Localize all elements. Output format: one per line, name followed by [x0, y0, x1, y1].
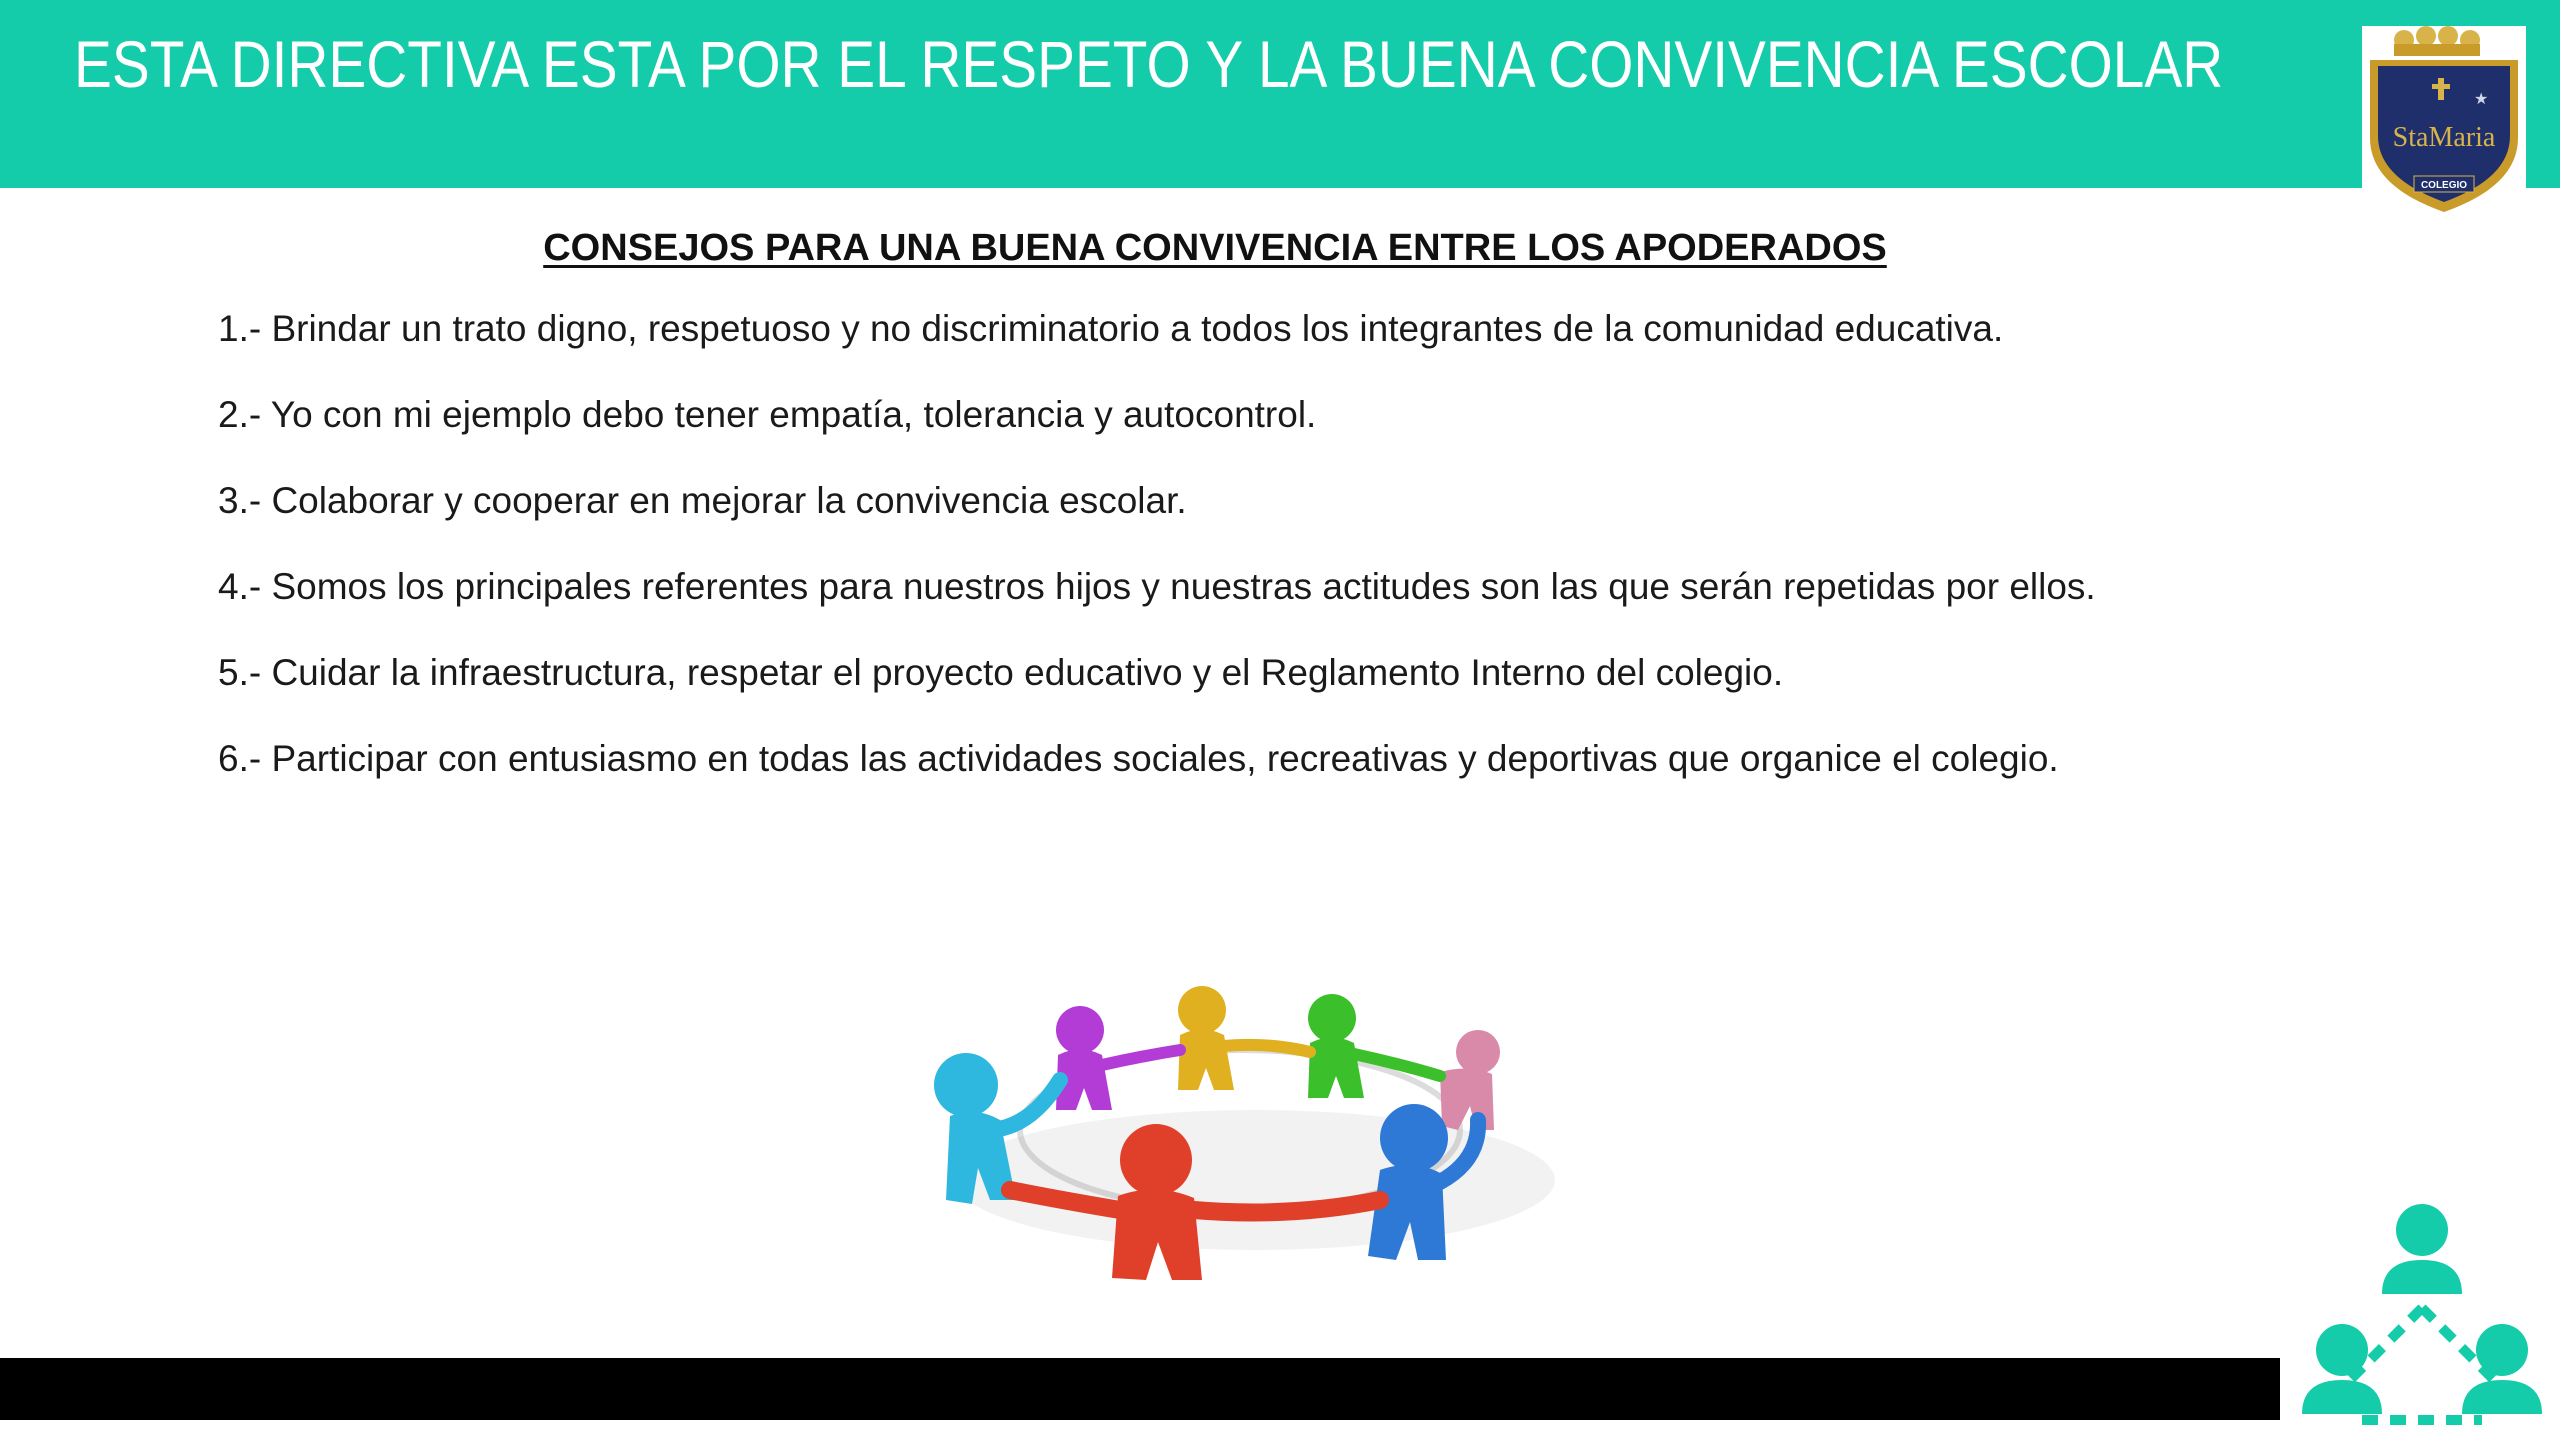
- yellow-figure: [1178, 986, 1234, 1090]
- advice-item: 1.- Brindar un trato digno, respetuoso y no discriminatorio a todos los integrantes de la comunidad educativa.: [218, 308, 2004, 349]
- logo-name: StaMaria: [2392, 122, 2496, 153]
- advice-item: 5.- Cuidar la infraestructura, respetar el proyecto educativo y el Reglamento Interno del colegio.: [218, 652, 1784, 693]
- advice-item: 6.- Participar con entusiasmo en todas las actividades sociales, recreativas y deportivas que organice el colegio.: [218, 738, 2059, 779]
- people-circle-illustration: [880, 960, 1630, 1290]
- advice-heading: CONSEJOS PARA UNA BUENA CONVIVENCIA ENTRE LOS APODERADOS: [543, 227, 1887, 269]
- team-network-icon: [2302, 1198, 2542, 1438]
- school-crest-icon: [2362, 26, 2526, 216]
- footer-bar: [0, 1358, 2280, 1420]
- advice-item: 4.- Somos los principales referentes para nuestros hijos y nuestras actitudes son las que serán repetidas por ellos.: [218, 566, 2096, 607]
- pink-figure: [1440, 1030, 1500, 1130]
- advice-item: 3.- Colaborar y cooperar en mejorar la convivencia escolar.: [218, 480, 1187, 521]
- header-band: [0, 0, 2560, 188]
- purple-figure: [1056, 1006, 1112, 1110]
- people-circle-holding-hands-illustration: [880, 960, 1630, 1290]
- advice-item: 2.- Yo con mi ejemplo debo tener empatía, tolerancia y autocontrol.: [218, 394, 1317, 435]
- green-figure: [1308, 994, 1364, 1098]
- school-logo: [2362, 26, 2526, 216]
- header-title: ESTA DIRECTIVA ESTA POR EL RESPETO Y LA BUENA CONVIVENCIA ESCOLAR: [74, 27, 2224, 101]
- advice-list: [218, 306, 2308, 822]
- logo-subtitle: COLEGIO: [2420, 180, 2468, 191]
- svg-text:★: ★: [2474, 89, 2489, 108]
